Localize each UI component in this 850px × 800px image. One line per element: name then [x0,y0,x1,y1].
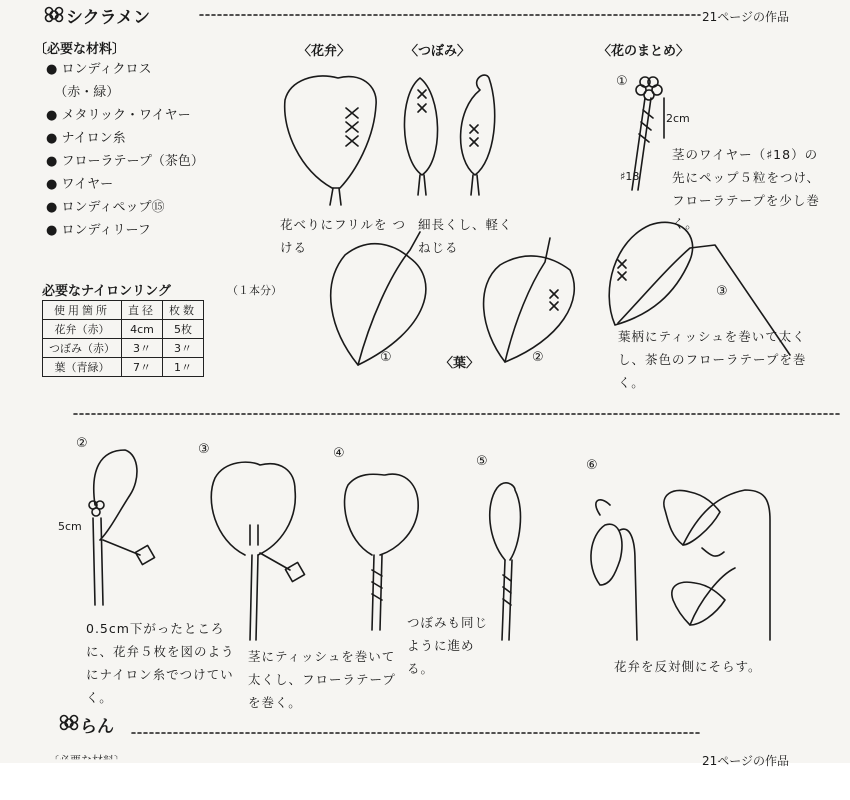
note-step-3: 茎にティッシュを巻いて太くし、フローラテープを巻く。 [248,648,396,710]
note-step-5: つぼみも同じように進める。 [407,614,489,676]
column-header: 枚数 [163,301,204,320]
table-row: つぼみ（赤） 3〃 3〃 [43,339,204,358]
page-reference: 21ページの作品 [702,10,790,24]
table-row: 花弁（赤） 4cm 5枚 [43,320,204,339]
caption-leaf: 〈葉〉 [440,356,480,371]
section-title: シクラメン [66,8,151,28]
material-item: ● メタリック・ワイヤー [46,108,191,123]
material-item: ● ロンディペップ⑮ [46,200,165,215]
step-number: ② [532,350,544,365]
material-item: ● ロンディクロス [46,62,152,77]
step-number: ③ [716,284,728,299]
table-row: 葉（青緑） 7〃 1〃 [43,358,204,377]
material-item: ● ワイヤー [46,177,114,192]
material-item: ● ナイロン糸 [46,131,126,146]
measure-label: 5cm [58,520,82,533]
note-petal: 花べりにフリルを つける [280,216,406,255]
caption-bud: 〈つぼみ〉 [405,44,471,59]
section-title: らん [80,717,114,737]
note-step-6: 花弁を反対側にそらす。 [614,659,762,674]
note-assembly-3: 葉柄にティッシュを巻いて太くし、茶色のフローラテープを巻く。 [618,328,807,390]
materials-heading: 〔必要な材料〕 [34,42,126,57]
step-number: ① [616,74,628,89]
nylon-ring-note: （１本分） [227,284,282,297]
material-item: ● フローラテープ（茶色） [46,154,204,169]
page-reference: 21ページの作品 [702,754,790,768]
nylon-ring-heading: 必要なナイロンリング [42,284,171,299]
column-header: 直径 [122,301,163,320]
step-number: ④ [333,446,345,461]
wire-gauge-label: ♯18 [620,170,640,183]
note-bud: 細長くし、軽く ねじる [418,216,513,255]
materials-list [46,58,204,242]
measure-label: 2cm [666,112,690,125]
nylon-ring-table [42,300,204,377]
column-header: 使用箇所 [43,301,122,320]
step-number: ① [380,350,392,365]
caption-petal: 〈花弁〉 [298,44,351,59]
step-number: ② [76,436,88,451]
step-number: ⑤ [476,454,488,469]
step-number: ③ [198,442,210,457]
step-number: ⑥ [586,458,598,473]
material-item: ● ロンディリーフ [46,223,151,238]
material-item: （赤・緑） [54,85,120,100]
note-step-2: 0.5cm下がったところに、花弁５枚を図のようにナイロン糸でつけていく。 [86,620,235,705]
table-header-row [43,301,204,320]
note-assembly-1: 茎のワイヤー（♯18）の先にペップ５粒をつけ、フローラテープを少し巻く。 [672,146,821,231]
caption-assembly: 〈花のまとめ〉 [598,44,690,59]
